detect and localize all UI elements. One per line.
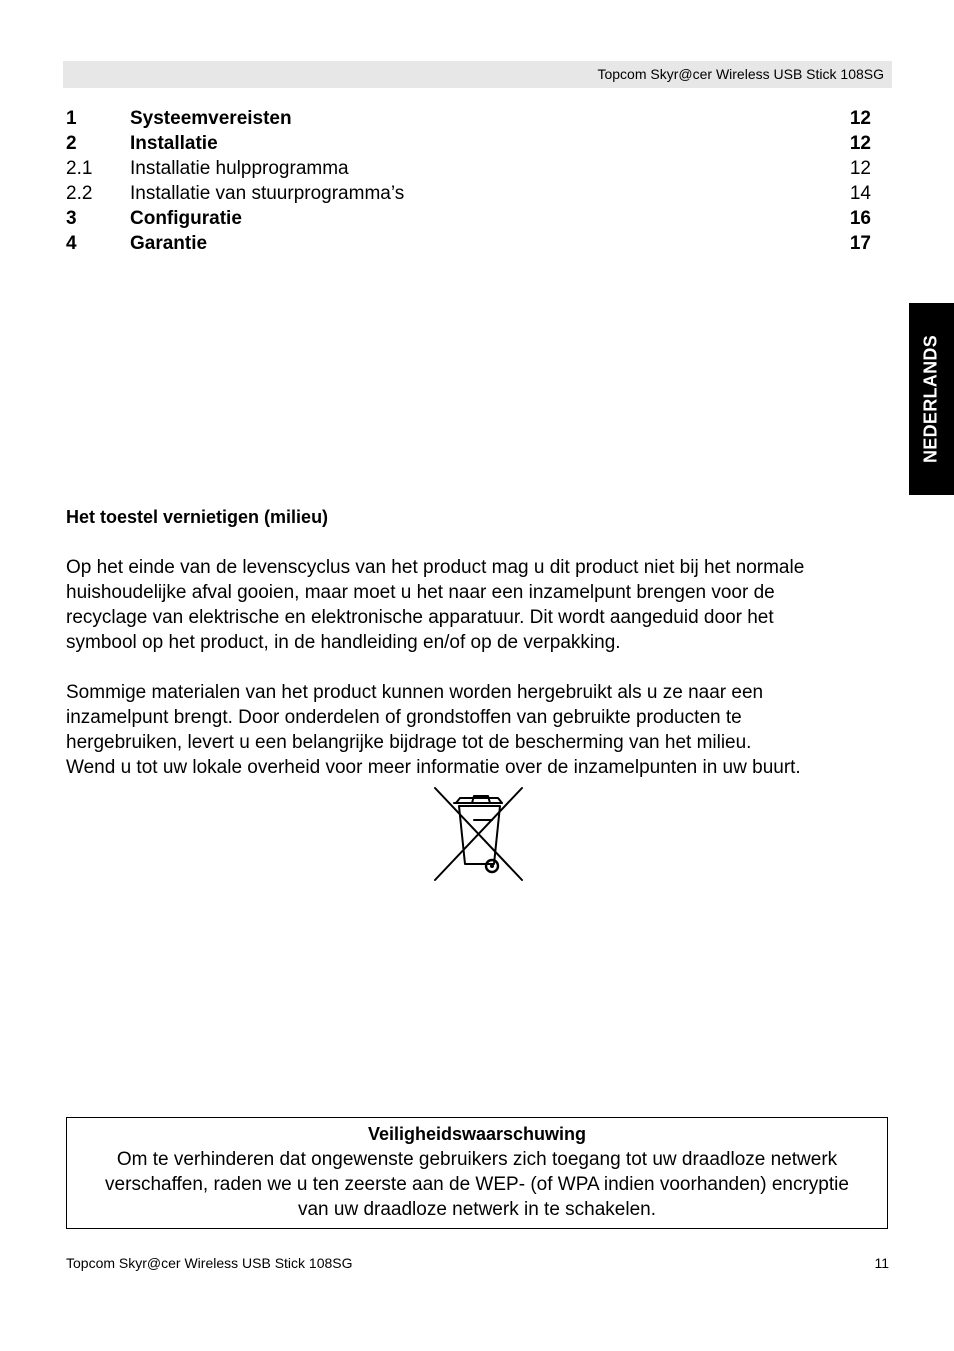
toc-number: 2.1 xyxy=(66,158,93,179)
toc-title: Installatie van stuurprogramma’s xyxy=(130,183,405,204)
paragraph-line: hergebruiken, levert u een belangrijke bijdrage tot de bescherming van het milieu. xyxy=(66,732,752,753)
toc-title: Installatie hulpprogramma xyxy=(130,158,349,179)
toc-title: Configuratie xyxy=(130,208,242,229)
paragraph-line: Sommige materialen van het product kunnen worden hergebruikt als u ze naar een xyxy=(66,682,764,703)
toc-title: Systeemvereisten xyxy=(130,108,292,129)
table-of-contents xyxy=(66,106,871,256)
toc-row xyxy=(66,206,871,231)
paragraph-line: huishoudelijke afval gooien, maar moet u het naar een inzamelpunt brengen voor de xyxy=(66,582,775,603)
disposal-paragraph-2 xyxy=(66,680,886,780)
paragraph-line: inzamelpunt brengt. Door onderdelen of grondstoffen van gebruikte producten te xyxy=(66,707,742,728)
warning-line: van uw draadloze netwerk in te schakelen. xyxy=(297,1199,657,1220)
toc-row xyxy=(66,106,871,131)
paragraph-line: Wend u tot uw lokale overheid voor meer informatie over de inzamelpunten in uw buurt. xyxy=(66,757,801,778)
warning-title: Veiligheidswaarschuwing xyxy=(367,1124,587,1144)
language-tab-label: NEDERLANDS xyxy=(920,334,941,464)
toc-page: 16 xyxy=(849,208,871,229)
disposal-paragraph-1 xyxy=(66,555,886,655)
toc-number: 2.2 xyxy=(66,183,93,204)
warning-line: verschaffen, raden we u ten zeerste aan de WEP- (of WPA indien voorhanden) encryptie xyxy=(105,1174,849,1195)
language-tab xyxy=(909,303,954,495)
toc-page: 12 xyxy=(849,133,871,154)
crossed-out-wheelie-bin-icon xyxy=(432,786,525,882)
toc-row xyxy=(66,181,871,206)
toc-row xyxy=(66,231,871,256)
toc-page: 12 xyxy=(849,108,871,129)
toc-row xyxy=(66,131,871,156)
toc-page: 14 xyxy=(849,183,871,204)
footer-title: Topcom Skyr@cer Wireless USB Stick 108SG xyxy=(66,1255,353,1271)
toc-number: 3 xyxy=(66,208,77,229)
toc-number: 1 xyxy=(66,108,77,129)
header-title: Topcom Skyr@cer Wireless USB Stick 108SG xyxy=(597,66,884,82)
safety-warning-box xyxy=(66,1117,888,1229)
toc-title: Garantie xyxy=(130,233,208,254)
toc-number: 4 xyxy=(66,233,77,254)
warning-text xyxy=(67,1147,887,1222)
toc-number: 2 xyxy=(66,133,77,154)
paragraph-line: recyclage van elektrische en elektronische apparatuur. Dit wordt aangeduid door het xyxy=(66,607,774,628)
warning-line: Om te verhinderen dat ongewenste gebruikers zich toegang tot uw draadloze netwerk xyxy=(116,1149,838,1170)
section-heading: Het toestel vernietigen (milieu) xyxy=(66,507,329,527)
page-number: 11 xyxy=(874,1255,889,1271)
toc-row xyxy=(66,156,871,181)
paragraph-line: Op het einde van de levenscyclus van het product mag u dit product niet bij het normale xyxy=(66,557,805,578)
page-header xyxy=(63,61,892,88)
toc-page: 17 xyxy=(849,233,871,254)
toc-title: Installatie xyxy=(130,133,218,154)
paragraph-line: symbool op het product, in de handleiding en/of op de verpakking. xyxy=(66,632,621,653)
toc-page: 12 xyxy=(849,158,871,179)
